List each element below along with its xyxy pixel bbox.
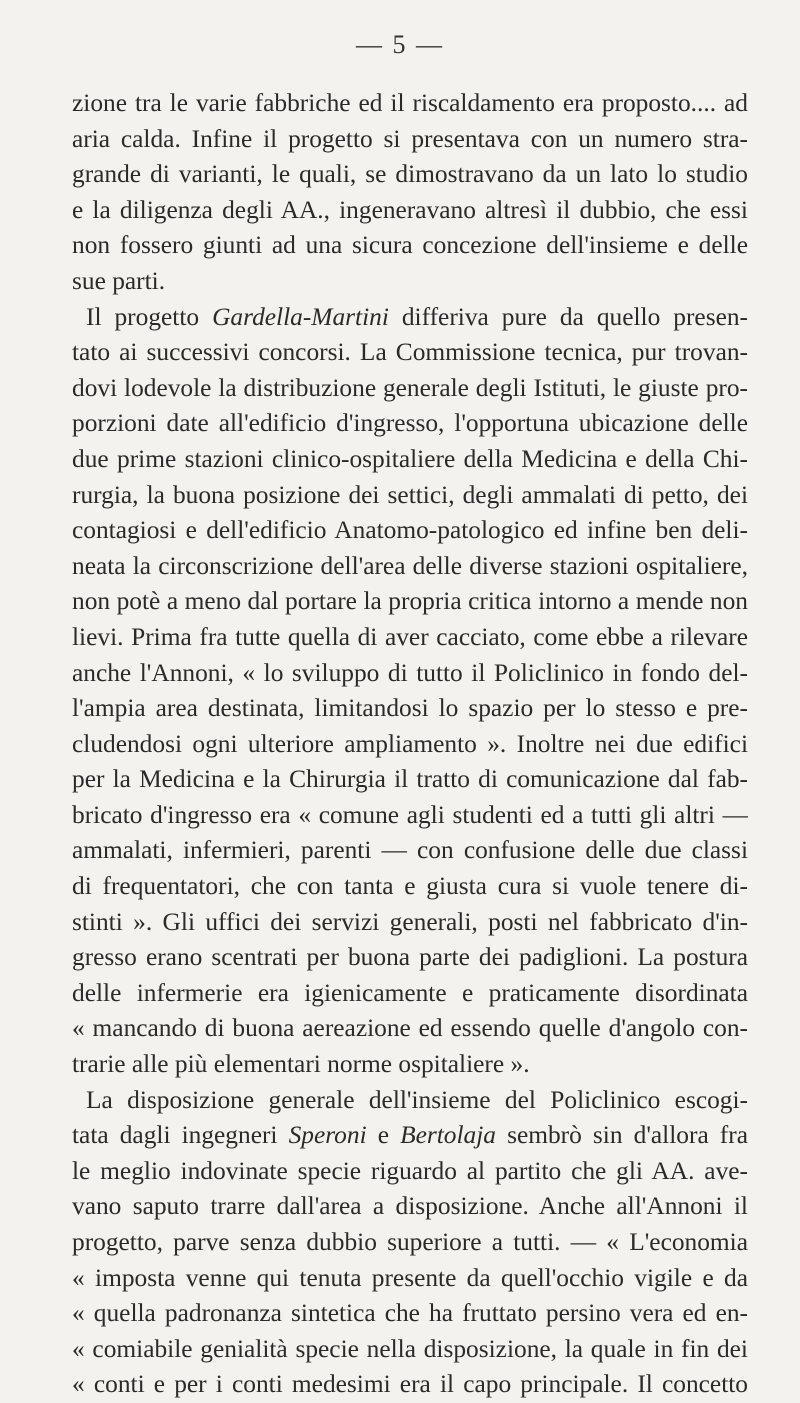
text-line: progetto, parve senza dubbio superiore a tutti. — « L'economia	[72, 1228, 748, 1256]
text-line: « conti e per i conti medesimi era il capo principale. Il concetto	[72, 1370, 748, 1399]
text-line: bricato d'ingresso era « comune agli studenti ed a tutti gli altri —	[72, 800, 748, 829]
text-line	[72, 300, 748, 336]
project-name: Gardella-Martini	[212, 302, 389, 331]
text-run: Il progetto	[86, 302, 213, 331]
text-line: « quella padronanza sintetica che ha fruttato persino vera ed en-	[72, 1299, 748, 1328]
text-line: neata la circonscrizione dell'area delle diverse stazioni ospitaliere,	[72, 551, 748, 580]
text-line: sue parti.	[72, 266, 166, 295]
text-line: porzioni date all'edificio d'ingresso, l'opportuna ubicazione delle	[72, 409, 748, 438]
text-line: di frequentatori, che con tanta e giusta cura si vuole tenere di-	[72, 872, 748, 901]
text-line: non potè a meno dal portare la propria critica intorno a mende non	[72, 587, 748, 616]
text-line: cludendosi ogni ulteriore ampliamento ». Inoltre nei due edifici	[72, 729, 748, 758]
author-name: Bertolaja	[400, 1121, 496, 1150]
text-line: due prime stazioni clinico-ospitaliere della Medicina e della Chi-	[72, 444, 748, 473]
text-line: vano saputo trarre dall'area a disposizione. Anche all'Annoni il	[72, 1192, 748, 1221]
text-line: ammalati, infermieri, parenti — con confusione delle due classi	[72, 836, 748, 865]
text-line: gresso erano scentrati per buona parte dei padiglioni. La postura	[72, 943, 748, 972]
text-line: rurgia, la buona posizione dei settici, degli ammalati di petto, dei	[72, 480, 748, 509]
text-line: le meglio indovinate specie riguardo al partito che gli AA. ave-	[72, 1156, 748, 1185]
text-run: differiva pure da quello presen-	[388, 302, 748, 331]
text-line: « comiabile genialità specie nella disposizione, la quale in fin dei	[72, 1334, 748, 1363]
text-line: « imposta venne qui tenuta presente da quell'occhio vigile e da	[72, 1263, 748, 1292]
text-line: aria calda. Infine il progetto si presentava con un numero stra-	[72, 124, 748, 153]
text-line: La disposizione generale dell'insieme del Policlinico escogi-	[86, 1085, 748, 1114]
text-line: grande di varianti, le quali, se dimostravano da un lato lo studio	[72, 160, 748, 189]
text-line: stinti ». Gli uffici dei servizi generali, posti nel fabbricato d'in-	[72, 907, 748, 936]
page-number: — 5 —	[356, 30, 444, 59]
text-line: delle infermerie era igienicamente e praticamente disordinata	[72, 978, 748, 1007]
text-line: contagiosi e dell'edificio Anatomo-patologico ed infine ben deli-	[72, 516, 748, 545]
text-line: trarie alle più elementari norme ospitaliere ».	[72, 1050, 530, 1079]
text-run: e	[366, 1121, 401, 1150]
body-text	[72, 86, 748, 1403]
text-line	[72, 1118, 748, 1154]
text-line: zione tra le varie fabbriche ed il riscaldamento era proposto.... ad	[72, 89, 748, 117]
text-line: « mancando di buona aereazione ed essendo quelle d'angolo con-	[72, 1014, 748, 1043]
text-line: tato ai successivi concorsi. La Commissione tecnica, pur trovan-	[72, 338, 748, 367]
text-run: sembrò sin d'allora fra	[496, 1121, 748, 1150]
author-name: Speroni	[288, 1121, 367, 1150]
text-line: e la diligenza degli AA., ingeneravano altresì il dubbio, che essi	[72, 195, 748, 224]
text-line: non fossero giunti ad una sicura concezione dell'insieme e delle	[72, 231, 748, 260]
text-line: lievi. Prima fra tutte quella di aver cacciato, come ebbe a rilevare	[72, 622, 748, 651]
text-line: anche l'Annoni, « lo sviluppo di tutto il Policlinico in fondo del-	[72, 658, 748, 687]
text-line: l'ampia area destinata, limitandosi lo spazio per lo stesso e pre-	[72, 694, 748, 723]
text-line: per la Medicina e la Chirurgia il tratto di comunicazione dal fab-	[72, 765, 748, 794]
text-line: dovi lodevole la distribuzione generale degli Istituti, le giuste pro-	[72, 373, 748, 402]
text-run: tata dagli ingegneri	[72, 1121, 289, 1150]
